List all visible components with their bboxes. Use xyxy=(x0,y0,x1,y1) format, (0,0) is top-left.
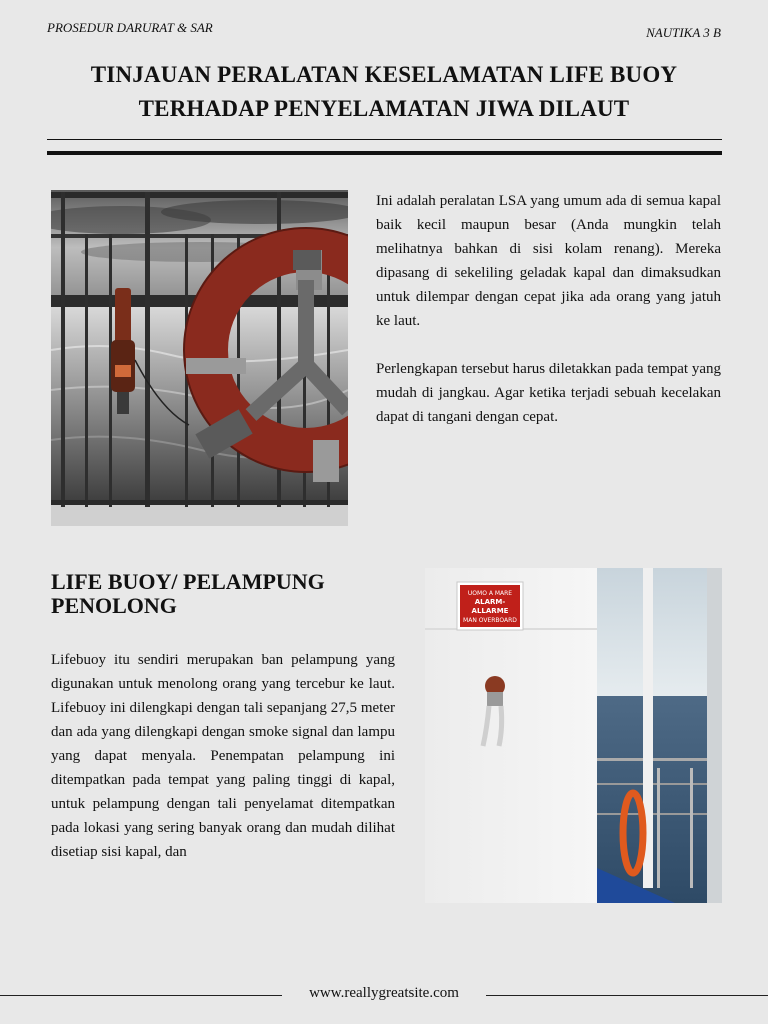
sign-line-2: ALARM-ALLARME xyxy=(471,598,509,615)
alarm-sign xyxy=(460,585,520,627)
section1-paragraph-2: Perlengkapan tersebut harus diletakkan pada tempat yang mudah di jangkau. Agar ketika terjadi sebuah kecelakan dapat di tangani dengan cepat. xyxy=(376,361,721,425)
title-line-1: TINJAUAN PERALATAN KESELAMATAN LIFE BUOY xyxy=(90,62,678,87)
divider-thin xyxy=(47,139,722,140)
header-left-label: PROSEDUR DARURAT & SAR xyxy=(47,20,213,35)
section2-heading: LIFE BUOY/ PELAMPUNG PENOLONG xyxy=(51,569,325,618)
divider-thick xyxy=(47,151,722,155)
sign-line-1: UOMO A MARE xyxy=(467,590,513,597)
man-overboard-alarm-photo xyxy=(425,568,722,903)
page-title xyxy=(40,58,728,126)
footer-website: www.reallygreatsite.com xyxy=(309,985,459,1001)
lifebuoy-railing-photo xyxy=(51,190,348,526)
footer-line-left xyxy=(0,995,282,996)
title-line-2: TERHADAP PENYELAMATAN JIWA DILAUT xyxy=(138,96,630,121)
section2-paragraph: Lifebuoy itu sendiri merupakan ban pelampung yang digunakan untuk menolong orang yang tercebur ke laut. Lifebuoy ini dilengkapi dengan tali sepanjang 27,5 meter dan ada yang dilengkapi dengan smoke signal dan lampu yang dapat menyala. Penempatan pelampung ini ditempatkan pada tempat yang paling tinggi di kapal, untuk pelampung dengan tali penyelamat ditempatkan pada lokasi yang sering banyak orang dan mudah dilihat disetiap sisi kapal, dan xyxy=(51,652,395,860)
header-right-label: NAUTIKA 3 B xyxy=(646,25,721,40)
footer-line-right xyxy=(486,995,768,996)
section1-paragraph-1: Ini adalah peralatan LSA yang umum ada di semua kapal baik kecil maupun besar (Anda mungkin telah melihatnya bahkan di sisi kolam renang). Mereka dipasang di sekeliling geladak kapal dan dimaksudkan untuk dilempar dengan cepat jika ada orang yang jatuh ke laut. xyxy=(376,193,721,329)
sign-line-3: MAN OVERBOARD xyxy=(463,617,517,624)
